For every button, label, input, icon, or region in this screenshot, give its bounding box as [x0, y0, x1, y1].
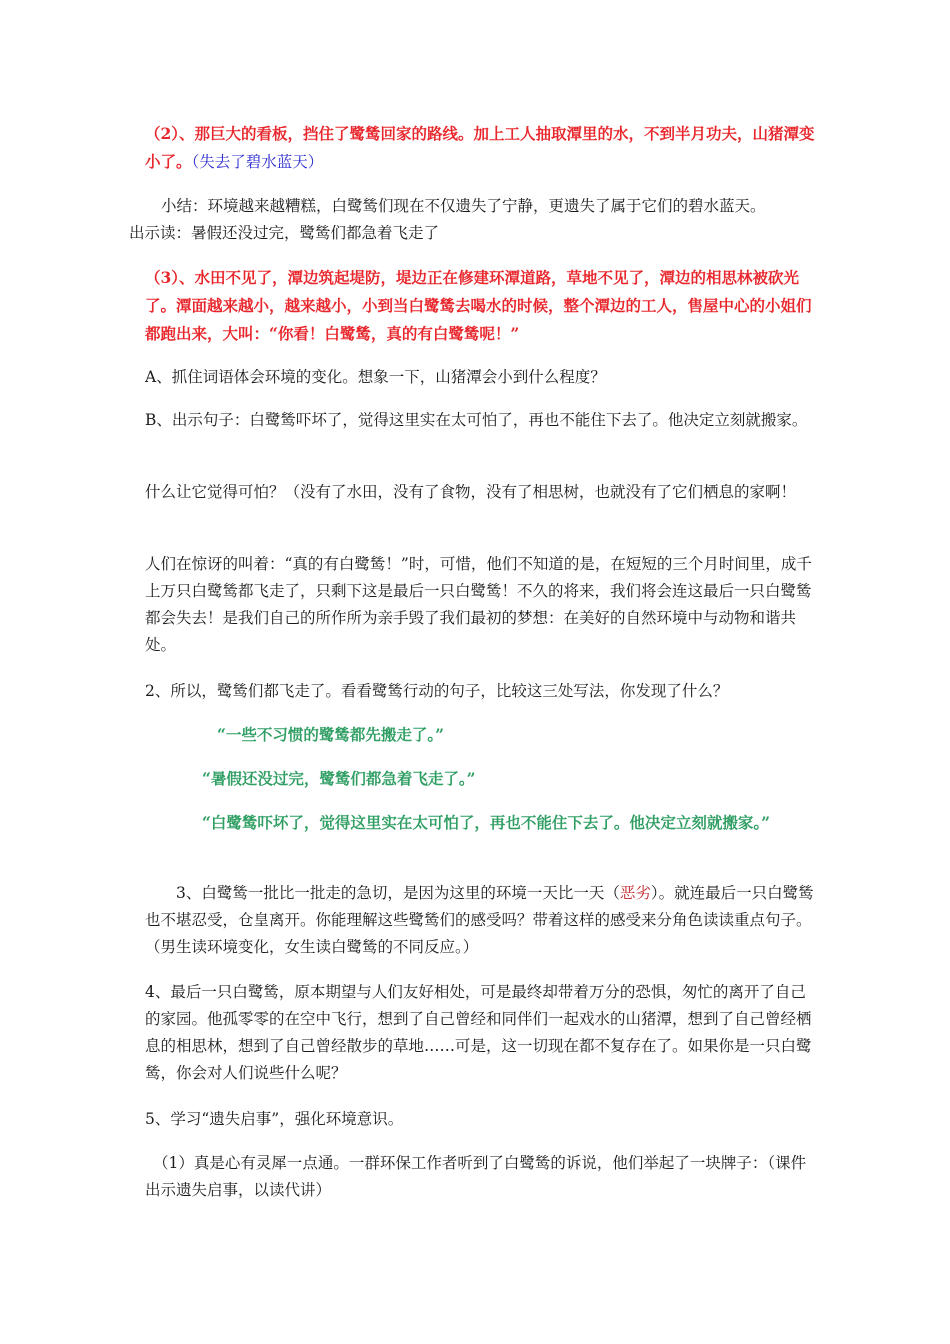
paragraph-2-scene — [145, 120, 815, 176]
text-part-b: ）。就连最后一只白鹭鸶也不堪忍受，仓皇离开。你能理解这些鹭鸶们的感受吗？带着这样的感受来分角色读读重点句子。（男生读环境变化，女生读白鹭鸶的不同反应。） — [145, 884, 814, 956]
paragraph-4-last-egret: 4、最后一只白鹭鸶，原本期望与人们友好相处，可是最终却带着万分的恐惧，匆忙的离开了自己的家园。他孤零零的在空中飞行，想到了自己曾经和同伴们一起戏水的山猪潭，想到了自己曾经栖息的相思林，想到了自己曾经散步的草地……可是，这一切现在都不复存在了。如果你是一只白鹭鸶，你会对人们说些什么呢？ — [145, 983, 812, 1082]
paragraph-b: B、出示句子：白鹭鸶吓坏了，觉得这里实在太可怕了，再也不能住下去了。他决定立刻就搬家。 — [145, 411, 808, 429]
red-keyword: 恶劣 — [619, 884, 651, 902]
red-text: （3）、水田不见了，潭边筑起堤防，堤边正在修建环潭道路，草地不见了，潭边的相思林被砍光了。潭面越来越小，越来越小，小到当白鹭鸶去喝水的时候，整个潭边的工人，售屋中心的小姐们都跑出来，大叫：“你看！白鹭鸶，真的有白鹭鸶呢！” — [145, 268, 812, 343]
paragraph-3-scene — [145, 264, 815, 348]
quote-1: “一些不习惯的鹭鸶都先搬走了。” — [217, 725, 445, 744]
red-text: （2）、那巨大的看板，挡住了鹭鸶回家的路线。加上工人抽取潭里的水，不到半月功夫，山猪潭变小了。 — [145, 124, 815, 171]
summary-line-1: 小结：环境越来越糟糕，白鹭鸶们现在不仅遗失了宁静，更遗失了属于它们的碧水蓝天。 — [161, 197, 766, 215]
quote-3: “白鹭鸶吓坏了，觉得这里实在太可怕了，再也不能住下去了。他决定立刻就搬家。” — [202, 813, 771, 832]
paragraph-2-compare: 2、所以，鹭鸶们都飞走了。看看鹭鸶行动的句子，比较这三处写法，你发现了什么？ — [145, 682, 729, 700]
summary-line-2: 出示读：暑假还没过完，鹭鸶们都急着飞走了 — [129, 224, 440, 242]
paragraph-3-feelings — [145, 880, 815, 961]
text-part-a: 3、白鹭鸶一批比一批走的急切，是因为这里的环境一天比一天（ — [176, 884, 620, 902]
paragraph-question: 什么让它觉得可怕？（没有了水田，没有了食物，没有了相思树，也就没有了它们栖息的家啊！ — [145, 483, 797, 501]
paragraph-reflection: 人们在惊讶的叫着：“真的有白鹭鸶！”时，可惜，他们不知道的是，在短短的三个月时间里，成千上万只白鹭鸶都飞走了，只剩下这是最后一只白鹭鸶！不久的将来，我们将会连这最后一只白鹭鸶都会失去！是我们自己的所作所为亲手毁了我们最初的梦想：在美好的自然环境中与动物和谐共处。 — [145, 555, 812, 654]
blue-annotation: （失去了碧水蓝天） — [191, 153, 324, 171]
summary-paragraph — [129, 193, 815, 247]
paragraph-5-notice: 5、学习“遗失启事”，强化环境意识。 — [145, 1110, 404, 1128]
quote-2: “暑假还没过完，鹭鸶们都急着飞走了。” — [202, 769, 476, 788]
paragraph-5-1: （1）真是心有灵犀一点通。一群环保工作者听到了白鹭鸶的诉说，他们举起了一块牌子：（课件出示遗失启事，以读代讲） — [145, 1154, 807, 1199]
paragraph-a: A、抓住词语体会环境的变化。想象一下，山猪潭会小到什么程度？ — [145, 368, 606, 386]
